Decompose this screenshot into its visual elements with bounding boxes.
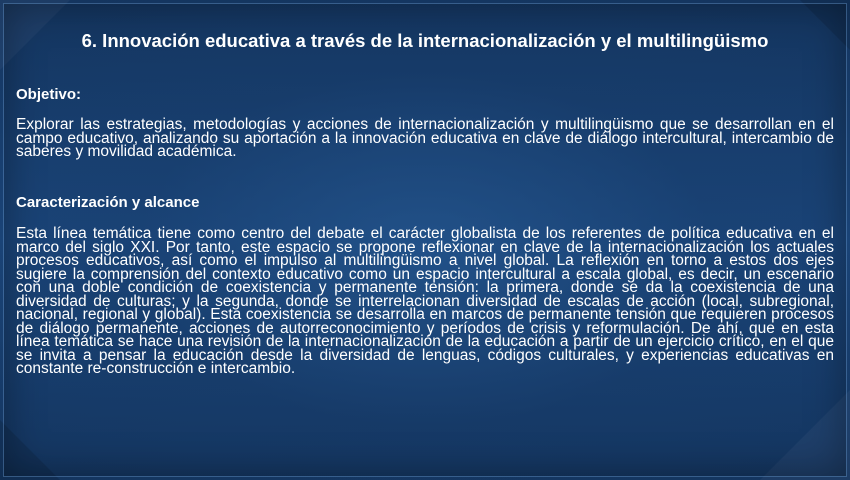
scope-paragraph: Esta línea temática tiene como centro del debate el carácter globalista de los referentes de política educativa en el marco del siglo XXI. Por tanto, este espacio se propone reflexionar en clave de la internacionalización los actuales procesos educativos, así como el impulso al multilingüismo a nivel global. La reflexión en torno a estos dos ejes sugiere la comprensión del contexto educativo como un espacio intercultural a escala global, es decir, un escenario con una doble condición de coexistencia y permanente tensión: la primera, donde se da la coexistencia de una diversidad de culturas; y la segunda, donde se interrelacionan diversidad de escalas de acción (local, subregional, nacional, regional y global). Esta coexistencia se desarrolla en marcos de permanente tensión que requieren procesos de diálogo permanente, acciones de autorreconocimiento y períodos de crisis y reformulación. De ahí, que en esta línea temática se hace una revisión de la internacionalización de la educación a partir de un ejercicio crítico, en el que se invita a pensar la educación desde la diversidad de lenguas, códigos culturales, y experiencias educativas en constante re-construcción e intercambio. <box>16 225 834 377</box>
slide-title: 6. Innovación educativa a través de la internacionalización y el multilingüismo <box>81 30 769 51</box>
objective-paragraph: Explorar las estrategias, metodologías y acciones de internacionalización y multilingüismo que se desarrollan en el campo educativo, analizando su aportación a la innovación educativa en clave de diálogo intercultural, intercambio de saberes y movilidad académica. <box>16 116 834 160</box>
objective-heading: Objetivo: <box>16 86 82 103</box>
scope-heading: Caracterización y alcance <box>16 194 200 211</box>
